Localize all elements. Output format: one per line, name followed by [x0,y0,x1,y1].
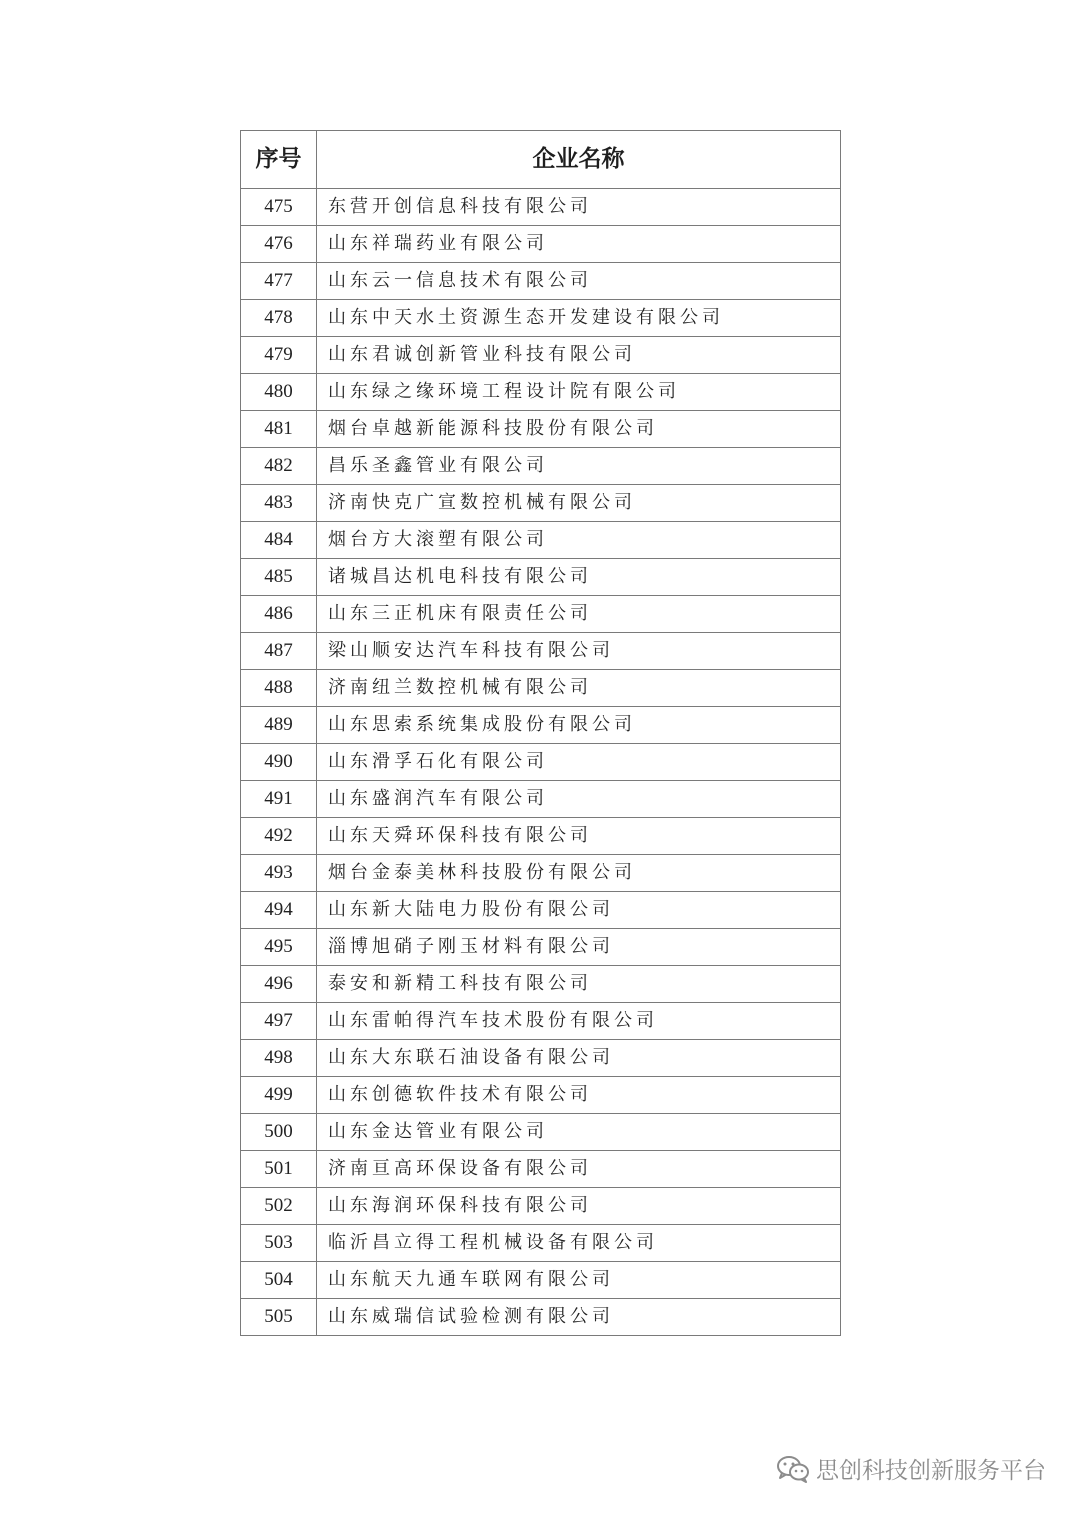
row-number: 482 [241,448,317,485]
row-number: 484 [241,522,317,559]
row-number: 499 [241,1077,317,1114]
row-number: 488 [241,670,317,707]
row-company-name: 山东三正机床有限责任公司 [317,596,841,633]
row-number: 483 [241,485,317,522]
company-table [240,130,841,1336]
table-row [241,707,841,744]
row-company-name: 山东盛润汽车有限公司 [317,781,841,818]
table-row [241,929,841,966]
watermark [776,1452,1046,1485]
table-row [241,263,841,300]
table-row [241,855,841,892]
table-row [241,818,841,855]
row-number: 496 [241,966,317,1003]
table-row [241,1262,841,1299]
wechat-icon [776,1455,810,1483]
table-row [241,1151,841,1188]
table-row [241,1077,841,1114]
row-number: 485 [241,559,317,596]
table-header [241,131,841,189]
table-row [241,781,841,818]
row-company-name: 梁山顺安达汽车科技有限公司 [317,633,841,670]
table-row [241,1225,841,1262]
table-row [241,1188,841,1225]
row-number: 494 [241,892,317,929]
row-number: 502 [241,1188,317,1225]
row-number: 495 [241,929,317,966]
row-company-name: 山东云一信息技术有限公司 [317,263,841,300]
table-row [241,485,841,522]
table-row [241,337,841,374]
row-number: 479 [241,337,317,374]
row-company-name: 山东海润环保科技有限公司 [317,1188,841,1225]
row-number: 475 [241,189,317,226]
row-company-name: 山东航天九通车联网有限公司 [317,1262,841,1299]
table-row [241,892,841,929]
row-company-name: 临沂昌立得工程机械设备有限公司 [317,1225,841,1262]
table-row [241,966,841,1003]
row-number: 477 [241,263,317,300]
table-row [241,300,841,337]
header-row [241,131,841,189]
row-number: 497 [241,1003,317,1040]
table-row [241,1299,841,1336]
row-company-name: 东营开创信息科技有限公司 [317,189,841,226]
row-number: 480 [241,374,317,411]
row-number: 492 [241,818,317,855]
row-company-name: 山东绿之缘环境工程设计院有限公司 [317,374,841,411]
table-row [241,633,841,670]
table-row [241,189,841,226]
header-number: 序号 [241,131,317,189]
row-number: 504 [241,1262,317,1299]
table-row [241,596,841,633]
table-row [241,448,841,485]
row-company-name: 山东祥瑞药业有限公司 [317,226,841,263]
row-number: 487 [241,633,317,670]
row-number: 505 [241,1299,317,1336]
row-number: 486 [241,596,317,633]
row-company-name: 山东新大陆电力股份有限公司 [317,892,841,929]
row-company-name: 烟台方大滚塑有限公司 [317,522,841,559]
table-row [241,1040,841,1077]
table-row [241,1003,841,1040]
row-company-name: 山东滑孚石化有限公司 [317,744,841,781]
row-number: 498 [241,1040,317,1077]
row-company-name: 山东中天水土资源生态开发建设有限公司 [317,300,841,337]
row-company-name: 山东创德软件技术有限公司 [317,1077,841,1114]
row-number: 493 [241,855,317,892]
row-company-name: 烟台金泰美林科技股份有限公司 [317,855,841,892]
table-body [241,189,841,1336]
row-company-name: 山东君诚创新管业科技有限公司 [317,337,841,374]
row-company-name: 山东金达管业有限公司 [317,1114,841,1151]
table-row [241,744,841,781]
row-company-name: 济南快克广宣数控机械有限公司 [317,485,841,522]
row-number: 500 [241,1114,317,1151]
table-row [241,374,841,411]
table-row [241,411,841,448]
row-company-name: 山东大东联石油设备有限公司 [317,1040,841,1077]
row-company-name: 昌乐圣鑫管业有限公司 [317,448,841,485]
row-company-name: 山东天舜环保科技有限公司 [317,818,841,855]
row-company-name: 山东威瑞信试验检测有限公司 [317,1299,841,1336]
table-row [241,670,841,707]
row-company-name: 诸城昌达机电科技有限公司 [317,559,841,596]
watermark-text: 思创科技创新服务平台 [816,1458,1046,1484]
row-number: 476 [241,226,317,263]
row-number: 481 [241,411,317,448]
header-company-name: 企业名称 [317,131,841,189]
table-row [241,226,841,263]
table-row [241,1114,841,1151]
row-company-name: 济南亘高环保设备有限公司 [317,1151,841,1188]
row-company-name: 淄博旭硝子刚玉材料有限公司 [317,929,841,966]
row-company-name: 山东雷帕得汽车技术股份有限公司 [317,1003,841,1040]
table-row [241,559,841,596]
table-row [241,522,841,559]
row-number: 491 [241,781,317,818]
row-number: 503 [241,1225,317,1262]
row-number: 490 [241,744,317,781]
row-number: 489 [241,707,317,744]
row-company-name: 济南纽兰数控机械有限公司 [317,670,841,707]
row-company-name: 烟台卓越新能源科技股份有限公司 [317,411,841,448]
row-number: 501 [241,1151,317,1188]
row-company-name: 泰安和新精工科技有限公司 [317,966,841,1003]
row-company-name: 山东思索系统集成股份有限公司 [317,707,841,744]
row-number: 478 [241,300,317,337]
